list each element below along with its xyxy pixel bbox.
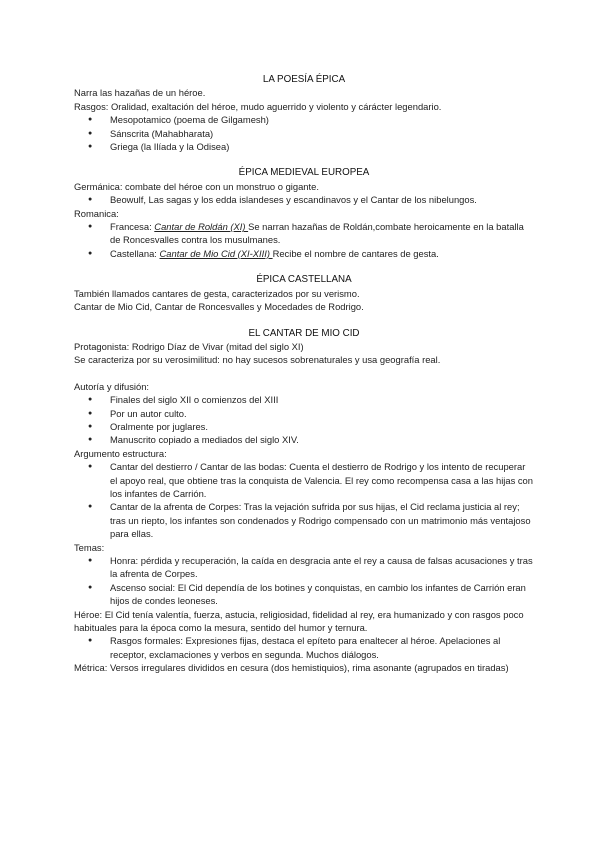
document-content	[74, 73, 534, 675]
cantar-mio-cid-link[interactable]: Cantar de Mio Cid (XI-XIII)	[159, 247, 273, 259]
list-item: ● Finales del siglo XII o comienzos del XIII	[74, 393, 534, 406]
section-title-epica-castellana: ÉPICA CASTELLANA	[256, 274, 352, 286]
caracteriza-line: Se caracteriza por su verosimilitud: no hay sucesos sobrenaturales y usa geografía real.	[74, 354, 441, 366]
protagonista-line: Protagonista: Rodrigo Díaz de Vivar (mitad del siglo XI)	[74, 340, 304, 352]
autoria-line: Autoría y difusión:	[74, 380, 150, 392]
list-item: ● Cantar del destierro / Cantar de las bodas: Cuenta el destierro de Rodrigo y los intento de recuperar el apoyo real, que obtiene tras la conquista de Valencia. El rey como recompensa casa a las hijas con los infantes de Carrión.	[74, 460, 534, 500]
section-title-poesia-epica: LA POESÍA ÉPICA	[262, 74, 346, 85]
list-item: ● Cantar de la afrenta de Corpes: Tras la vejación sufrida por sus hijas, el Cid reclama justicia al rey; tras un riepto, los infantes son condenados y Rodrigo compensado con un matrimonio más ventajoso para ellas.	[74, 500, 534, 540]
cantar-roldan-link[interactable]: Cantar de Roldán (XI)	[154, 221, 249, 233]
list-item: ● Manuscrito copiado a mediados del siglo XIV.	[74, 433, 534, 446]
list-item: ● Beowulf, Las sagas y los edda islandeses y escandinavos y el Cantar de los nibelungos.	[74, 193, 534, 206]
section-title-epica-medieval: ÉPICA MEDIEVAL EUROPEA	[238, 167, 370, 179]
epica-list	[74, 113, 534, 153]
list-item-francesa	[74, 220, 534, 247]
argumento-list	[74, 460, 534, 540]
list-item: ● Honra: pérdida y recuperación, la caída en desgracia ante el rey a causa de falsas acusaciones y tras la afrenta de Corpes.	[74, 554, 534, 581]
francesa-text: Se narran hazañas de Roldán,combate heroicamente en la batalla de Roncesvalles contra los musulmanes.	[110, 221, 524, 246]
castellana-line-1: También llamados cantares de gesta, caracterizados por su verismo.	[74, 287, 360, 299]
list-item: ● Rasgos formales: Expresiones fijas, destaca el epíteto para enaltecer al héroe. Apelaciones al receptor, exclamaciones y verbos en segunda. Muchos diálogos.	[74, 634, 534, 661]
temas-list	[74, 554, 534, 608]
list-item: ● Por un autor culto.	[74, 407, 534, 420]
germanica-line: Germánica: combate del héroe con un monstruo o gigante.	[74, 180, 319, 192]
list-item: ● Ascenso social: El Cid dependía de los botines y conquistas, en cambio los infantes de Carrión eran hijos de condes leoneses.	[74, 581, 534, 608]
argumento-line: Argumento estructura:	[74, 447, 167, 459]
narra-line: Narra las hazañas de un héroe.	[74, 87, 206, 99]
rasgos-line: Rasgos: Oralidad, exaltación del héroe, mudo aguerrido y violento y cárácter legendario.	[74, 100, 442, 112]
list-item: ● Oralmente por juglares.	[74, 420, 534, 433]
section-title-cantar-mio-cid: EL CANTAR DE MIO CID	[248, 327, 360, 339]
heroe-line: Héroe: El Cid tenía valentía, fuerza, astucia, religiosidad, fidelidad al rey, era humanizado y con rasgos poco habituales para la época como la mesura, sentido del humor y ternura.	[74, 608, 524, 634]
rasgos-formales-list	[74, 634, 534, 661]
castellana-line-2: Cantar de Mio Cid, Cantar de Roncesvalles y Mocedades de Rodrigo.	[74, 301, 364, 313]
romanica-list	[74, 220, 534, 260]
romanica-line: Romanica:	[74, 207, 119, 219]
castellana-label: Castellana:	[110, 247, 160, 259]
list-item-castellana	[74, 247, 534, 260]
castellana-text: Recibe el nombre de cantares de gesta.	[272, 247, 439, 259]
autoria-list	[74, 393, 534, 447]
list-item: ● Mesopotamico (poema de Gilgamesh)	[74, 113, 534, 126]
germanica-list	[74, 193, 534, 206]
francesa-label: Francesa:	[110, 221, 155, 233]
temas-line: Temas:	[74, 541, 105, 553]
list-item: ● Sánscrita (Mahabharata)	[74, 127, 534, 140]
metrica-line: Métrica: Versos irregulares divididos en cesura (dos hemistiquios), rima asonante (agrupados en tiradas)	[74, 662, 509, 674]
list-item: ● Griega (la Ilíada y la Odisea)	[74, 140, 534, 153]
